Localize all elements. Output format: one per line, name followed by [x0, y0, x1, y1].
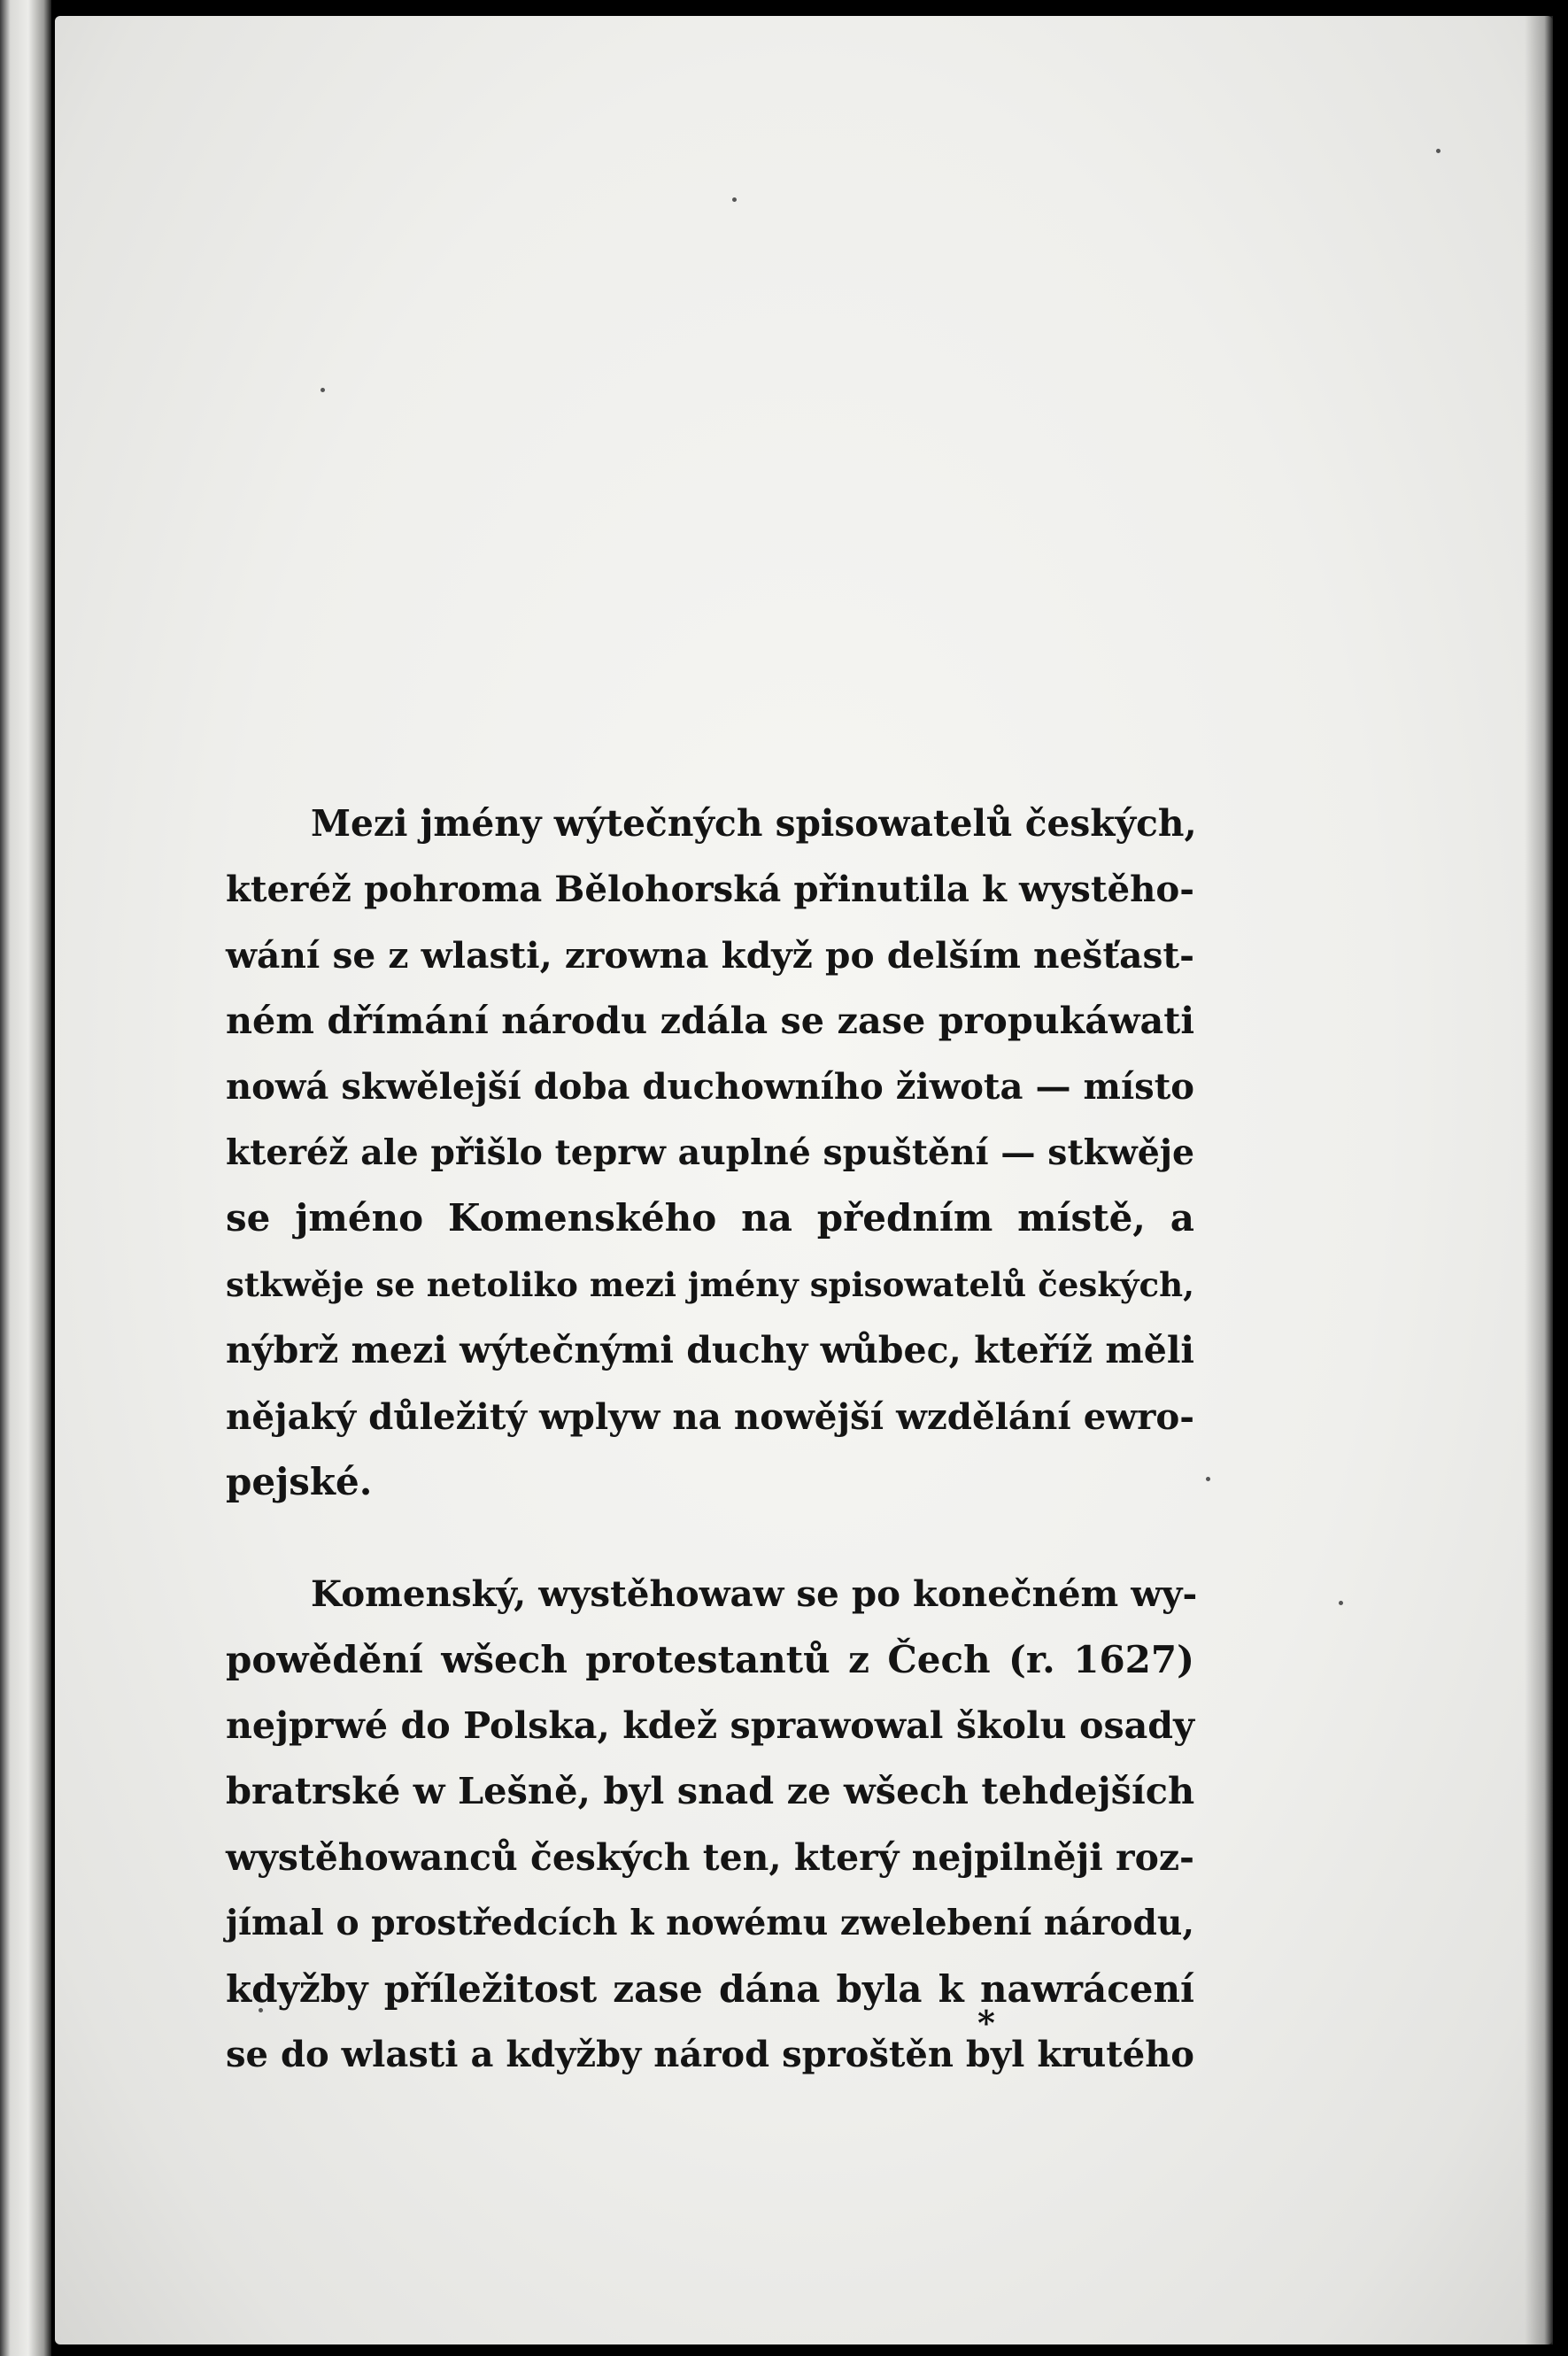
paragraph-1	[226, 791, 1197, 1515]
text-line: Mezi jmény wýtečných spisowatelů českých,	[311, 802, 1197, 845]
text-line: wání se z wlasti, zrowna když po delším nešťast-	[226, 933, 1194, 977]
text-line: bratrské w Lešně, byl snad ze wšech tehdejších	[226, 1769, 1195, 1813]
text-line: kteréž pohroma Bělohorská přinutila k wystěho-	[226, 868, 1194, 911]
text-line: stkwěje se netoliko mezi jmény spisowatelů českých,	[226, 1264, 1194, 1304]
text-line: kdyžby příležitost zase dána byla k nawrácení	[226, 1966, 1194, 2011]
text-line: nějaký důležitý wplyw na nowější wzdělání ewro-	[226, 1394, 1194, 1438]
text-line: powědění wšech protestantů z Čech (r. 1627)	[226, 1637, 1194, 1681]
text-line: se jméno Komenského na předním místě, a	[226, 1196, 1194, 1240]
text-line: pejské.	[226, 1459, 373, 1503]
text-line: nýbrž mezi wýtečnými duchy wůbec, kteříž měli	[226, 1328, 1194, 1372]
paper-speck	[1339, 1601, 1343, 1605]
signature-mark: *	[977, 2003, 995, 2043]
paper-speck	[732, 197, 737, 202]
text-line: nejprwé do Polska, kdež sprawowal školu osady	[226, 1703, 1194, 1748]
text-line: kteréž ale přišlo teprw auplné spuštění — stkwěje	[226, 1132, 1194, 1173]
book-gutter	[0, 0, 51, 2356]
text-line: Komenský, wystěhowaw se po konečném wy-	[311, 1572, 1198, 1616]
paper-speck	[1436, 149, 1441, 153]
text-line: ném dřímání národu zdála se zase propukáwati	[226, 999, 1194, 1043]
text-line: nowá skwělejší doba duchowního žiwota — místo	[226, 1065, 1194, 1108]
paragraph-2	[226, 1561, 1198, 2088]
text-line: jímal o prostředcích k nowému zwelebení národu,	[226, 1903, 1194, 1944]
body-text	[226, 791, 1198, 2088]
page-edge-shadow	[1525, 16, 1553, 2344]
paper-speck	[321, 388, 325, 392]
text-line: wystěhowanců českých ten, který nejpilněji roz-	[226, 1835, 1194, 1879]
text-line: se do wlasti a kdyžby národ sproštěn byl krutého	[226, 2034, 1194, 2076]
paper-speck	[1206, 1477, 1210, 1481]
